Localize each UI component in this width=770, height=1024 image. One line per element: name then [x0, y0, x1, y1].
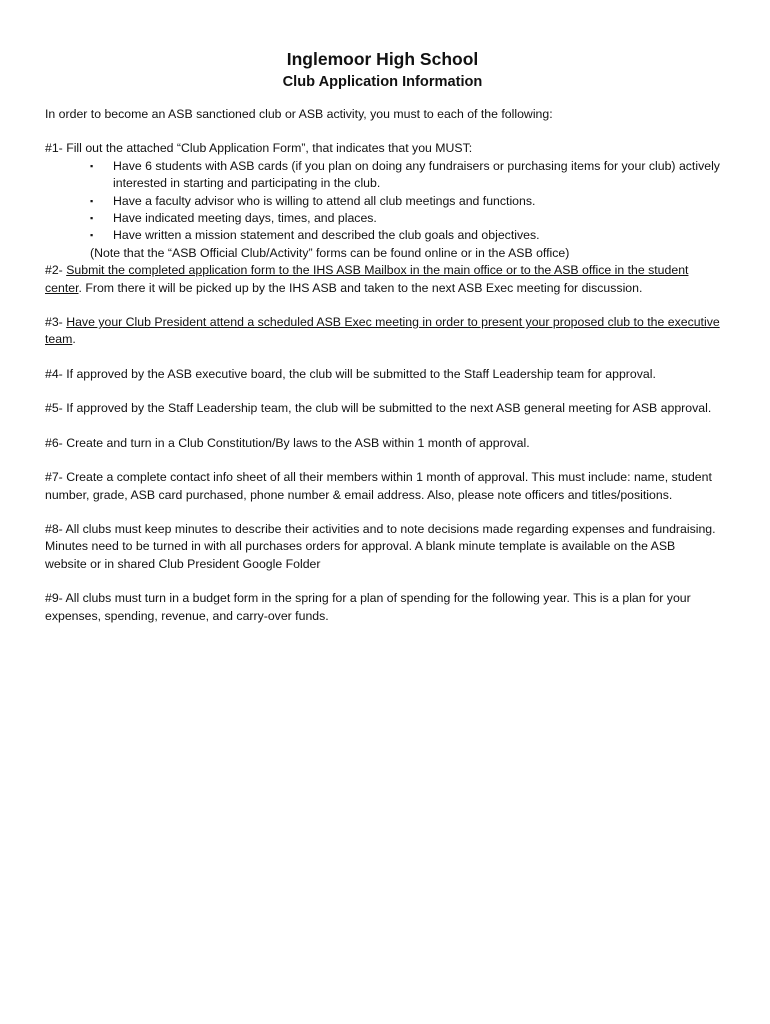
document-subtitle: Club Application Information [282, 74, 483, 90]
step-2-rest: . From there it will be picked up by the IHS ASB and taken to the next ASB Exec meeting for discussion. [78, 280, 643, 295]
document-title: Inglemoor High School [286, 49, 479, 69]
forms-note: (Note that the “ASB Official Club/Activity” forms can be found online or in the ASB office) [90, 245, 570, 260]
step-3-rest: . [72, 332, 76, 347]
step-3-prefix: #3- [45, 315, 67, 330]
step-2 [45, 262, 720, 297]
requirement-item [90, 193, 720, 210]
step-1 [45, 140, 720, 262]
step-4: #4- If approved by the ASB executive board, the club will be submitted to the Staff Leadership team for approval. [45, 366, 656, 381]
bullet-icon: ▪ [90, 213, 94, 224]
step-3 [45, 314, 720, 349]
requirement-item [90, 158, 720, 193]
requirement-text: Have written a mission statement and described the club goals and objectives. [113, 228, 540, 243]
step-2-underlined: Submit the completed application form to the IHS ASB Mailbox in the main office or to the ASB office in the student center [45, 263, 689, 295]
bullet-icon: ▪ [90, 195, 94, 206]
requirements-list [45, 158, 720, 245]
step-6: #6- Create and turn in a Club Constitution/By laws to the ASB within 1 month of approval. [45, 435, 530, 450]
step-8: #8- All clubs must keep minutes to describe their activities and to note decisions made regarding expenses and fundraising. Minutes need to be turned in with all purchases orders for approval. A blank minute template is available on the ASB website or in shared Club President Google Folder [45, 521, 716, 571]
bullet-icon: ▪ [90, 230, 94, 241]
step-2-prefix: #2- [45, 263, 67, 278]
step-1-lead: #1- Fill out the attached “Club Application Form”, that indicates that you MUST: [45, 141, 473, 156]
step-7: #7- Create a complete contact info sheet of all their members within 1 month of approval. This must include: name, student number, grade, ASB card purchased, phone number & email address. Also, please note officers and titles/positions. [45, 470, 712, 502]
bullet-icon: ▪ [90, 160, 94, 171]
step-9: #9- All clubs must turn in a budget form in the spring for a plan of spending for the following year. This is a plan for your expenses, spending, revenue, and carry-over funds. [45, 591, 691, 623]
requirement-text: Have a faculty advisor who is willing to attend all club meetings and functions. [113, 193, 536, 208]
requirement-text: Have indicated meeting days, times, and places. [113, 211, 377, 226]
intro-paragraph: In order to become an ASB sanctioned club or ASB activity, you must to each of the following: [45, 107, 553, 121]
requirement-item [90, 227, 720, 244]
step-5: #5- If approved by the Staff Leadership team, the club will be submitted to the next ASB general meeting for ASB approval. [45, 401, 712, 416]
requirement-item [90, 210, 720, 227]
requirement-text: Have 6 students with ASB cards (if you plan on doing any fundraisers or purchasing items for your club) actively interested in starting and participating in the club. [113, 158, 720, 191]
step-3-underlined: Have your Club President attend a scheduled ASB Exec meeting in order to present your proposed club to the executive team [45, 315, 720, 347]
